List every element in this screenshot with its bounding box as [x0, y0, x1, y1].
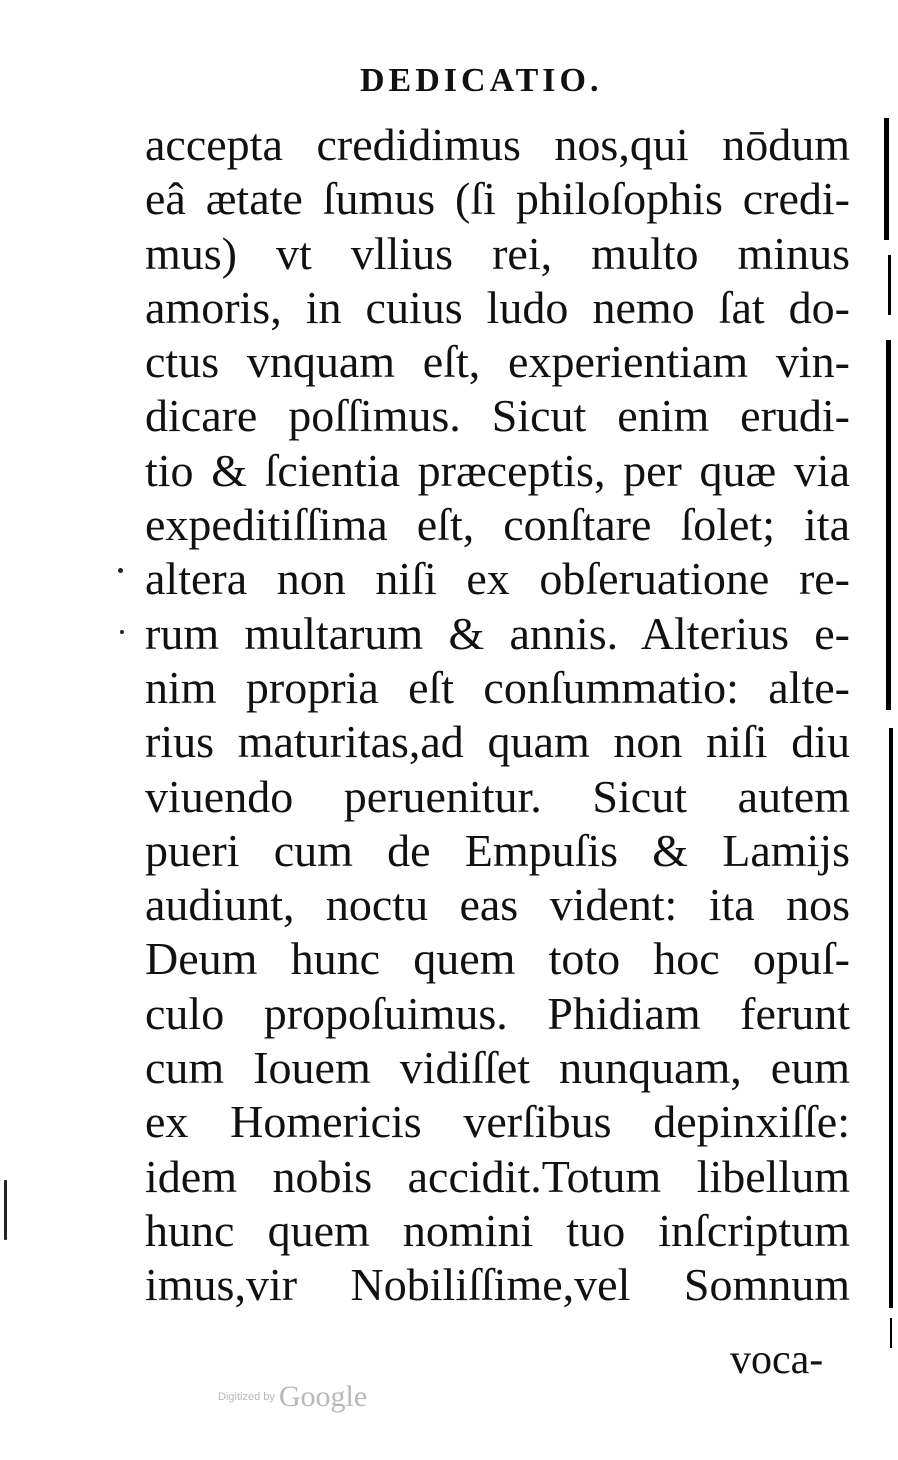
gutter-rule	[889, 728, 893, 1308]
text-block	[145, 118, 850, 1313]
google-logo: Google	[278, 1380, 368, 1413]
text-line: rum multarum & annis. Alterius e-	[145, 607, 850, 659]
gutter-rule	[886, 340, 891, 710]
text-line: amoris, in cuius ludo nemo ſat do-	[145, 281, 850, 333]
text-line: imus,vir Nobiliſſime,vel Somnum	[145, 1259, 850, 1311]
text-line: accepta credidimus nos,qui nōdum	[145, 119, 850, 170]
text-line: Deum hunc quem toto hoc opuſ-	[145, 933, 850, 985]
google-watermark	[218, 1380, 367, 1414]
text-line: tio & ſcientia præceptis, per quæ via	[145, 444, 850, 496]
gutter-rule	[888, 255, 891, 315]
text-line: rius maturitas,ad quam non niſi diu	[145, 716, 850, 768]
text-line: hunc quem nomini tuo inſcriptum	[145, 1204, 850, 1256]
text-line: expeditiſſima eſt, conſtare ſolet; ita	[145, 499, 850, 551]
text-line: ctus vnquam eſt, experientiam vin-	[145, 336, 850, 388]
text-line: culo propoſuimus. Phidiam ferunt	[145, 987, 850, 1039]
scan-speck	[118, 568, 123, 573]
catchword: voca-	[730, 1337, 824, 1383]
scan-speck	[4, 1180, 7, 1240]
text-line: mus) vt vllius rei, multo minus	[145, 227, 850, 279]
text-line: idem nobis accidit.Totum libellum	[145, 1150, 850, 1202]
gutter-rule	[884, 118, 889, 240]
scan-speck	[120, 630, 124, 634]
gutter-rule	[890, 1318, 892, 1348]
text-line: ex Homericis verſibus depinxiſſe:	[145, 1096, 850, 1148]
text-line: cum Iouem vidiſſet nunquam, eum	[145, 1042, 850, 1094]
text-line: altera non niſi ex obſeruatione re-	[145, 553, 850, 605]
text-line: viuendo peruenitur. Sicut autem	[145, 770, 850, 822]
text-line: audiunt, noctu eas vident: ita nos	[145, 879, 850, 931]
text-line: nim propria eſt conſummatio: alte-	[145, 661, 850, 713]
running-head: DEDICATIO.	[360, 62, 603, 99]
watermark-small-text: Digitized by	[218, 1391, 275, 1403]
text-line: eâ ætate ſumus (ſi philoſophis credi-	[145, 173, 850, 225]
text-line: pueri cum de Empuſis & Lamijs	[145, 824, 850, 876]
text-line: dicare poſſimus. Sicut enim erudi-	[145, 390, 850, 442]
